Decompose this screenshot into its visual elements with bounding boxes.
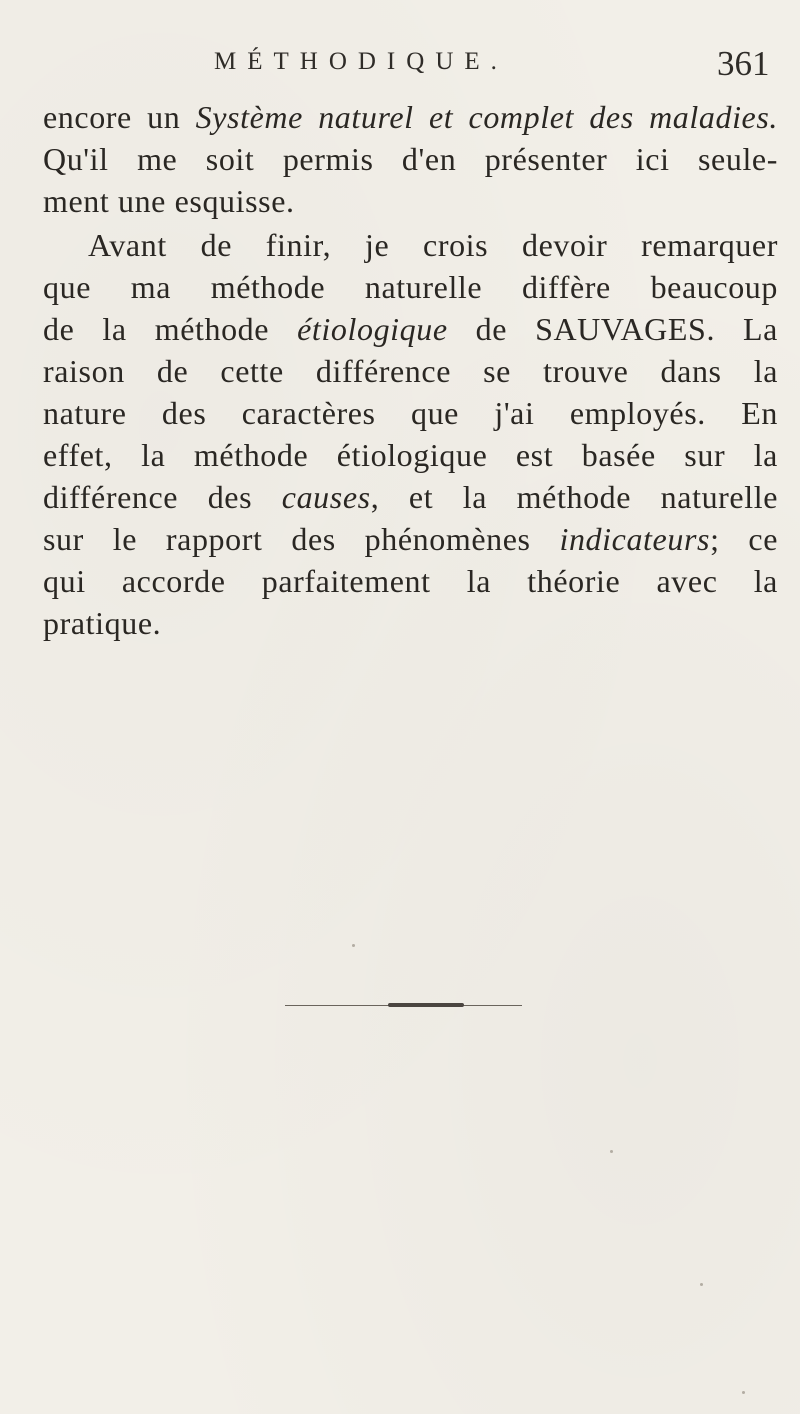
italic-phrase: Système naturel et complet des maladies. xyxy=(195,99,779,135)
paper-speck xyxy=(742,1391,745,1394)
text-line-5: que ma méthode naturelle diffère beaucoup xyxy=(43,269,778,305)
text-line-12: qui accorde parfaitement la théorie avec la xyxy=(43,563,778,599)
running-title: MÉTHODIQUE. xyxy=(214,48,508,75)
text-line-1: encore un Système naturel et complet des maladies. xyxy=(43,99,779,135)
italic-term: étiologique xyxy=(297,311,448,347)
italic-term: indicateurs xyxy=(559,521,711,557)
paper-speck xyxy=(610,1150,613,1153)
italic-term: causes xyxy=(281,479,371,515)
text-line-8: nature des caractères que j'ai employés. En xyxy=(43,395,778,431)
paragraph-start-line: Avant de finir, je crois devoir remarquer xyxy=(88,227,778,263)
paper-speck xyxy=(700,1283,703,1286)
text-line-13: pratique. xyxy=(43,605,162,641)
text-line-7: raison de cette différence se trouve dans la xyxy=(43,353,778,389)
section-rule-swell xyxy=(388,1003,464,1007)
text-line-10: différence des causes, et la méthode naturelle xyxy=(43,479,779,515)
page-number: 361 xyxy=(717,44,770,83)
text-line-3: ment une esquisse. xyxy=(43,183,295,219)
text-line-2: Qu'il me soit permis d'en présenter ici seule- xyxy=(43,141,778,177)
text-line-11: sur le rapport des phénomènes indicateurs; ce xyxy=(43,521,779,557)
text-line-9: effet, la méthode étiologique est basée sur la xyxy=(43,437,778,473)
paper-speck xyxy=(352,944,355,947)
text-line-6: de la méthode étiologique de SAUVAGES. La xyxy=(43,311,778,347)
body-text xyxy=(43,96,778,644)
